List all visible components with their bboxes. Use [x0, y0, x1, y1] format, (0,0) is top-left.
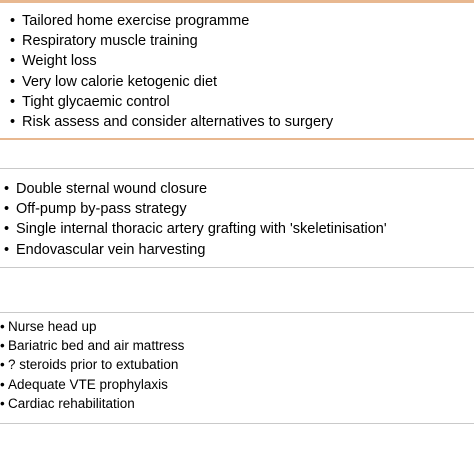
- list-item-text: Off-pump by-pass strategy: [16, 201, 187, 218]
- bullet-icon: •: [4, 181, 10, 197]
- bullet-icon: •: [0, 338, 5, 354]
- bullet-icon: •: [0, 376, 5, 392]
- list-item-text: Endovascular vein harvesting: [16, 241, 206, 258]
- list-item: [0, 394, 184, 413]
- list-item: [10, 51, 333, 71]
- bullet-icon: •: [10, 73, 16, 90]
- list-item-text: Adequate VTE prophylaxis: [8, 376, 168, 392]
- list-item-text: Very low calorie ketogenic diet: [22, 73, 218, 90]
- bullet-icon: •: [10, 13, 16, 29]
- list-item-text: Single internal thoracic artery grafting with 'skeletinisation': [16, 221, 387, 238]
- list-item: [10, 112, 333, 132]
- list-item: [4, 199, 387, 219]
- bullet-icon: •: [0, 357, 5, 373]
- list-item: [0, 336, 184, 355]
- list-item-text: Risk assess and consider alternatives to surgery: [22, 114, 334, 131]
- section-postoperative: [0, 312, 474, 424]
- bullet-list-3: [0, 317, 184, 413]
- bullet-icon: •: [4, 201, 10, 218]
- list-item: [4, 179, 387, 199]
- list-item: [0, 317, 184, 336]
- list-item: [0, 375, 184, 394]
- bullet-icon: •: [4, 221, 10, 238]
- list-item: [10, 11, 333, 31]
- bullet-icon: •: [0, 319, 5, 334]
- list-item: [4, 219, 387, 239]
- bullet-icon: •: [10, 93, 16, 110]
- list-item-text: ? steroids prior to extubation: [8, 357, 179, 373]
- section-intraoperative: [0, 168, 474, 268]
- list-item-text: Weight loss: [22, 53, 97, 70]
- list-item: [10, 72, 333, 92]
- bullet-icon: •: [10, 33, 16, 50]
- list-item-text: Nurse head up: [8, 319, 97, 334]
- bullet-icon: •: [0, 395, 5, 411]
- list-item-text: Bariatric bed and air mattress: [8, 338, 185, 354]
- list-item: [10, 92, 333, 112]
- section-preoperative: [0, 3, 474, 140]
- bullet-icon: •: [10, 114, 16, 131]
- list-item-text: Respiratory muscle training: [22, 33, 198, 50]
- list-item: [10, 31, 333, 51]
- list-item: [0, 355, 184, 374]
- bullet-list-2: [4, 179, 387, 260]
- list-item-text: Tight glycaemic control: [22, 93, 170, 110]
- list-item-text: Tailored home exercise programme: [22, 13, 250, 29]
- list-item-text: Cardiac rehabilitation: [8, 395, 135, 411]
- list-item: [4, 240, 387, 260]
- bullet-icon: •: [10, 53, 16, 70]
- list-item-text: Double sternal wound closure: [16, 181, 208, 197]
- bullet-icon: •: [4, 241, 10, 258]
- bullet-list-1: [10, 11, 333, 132]
